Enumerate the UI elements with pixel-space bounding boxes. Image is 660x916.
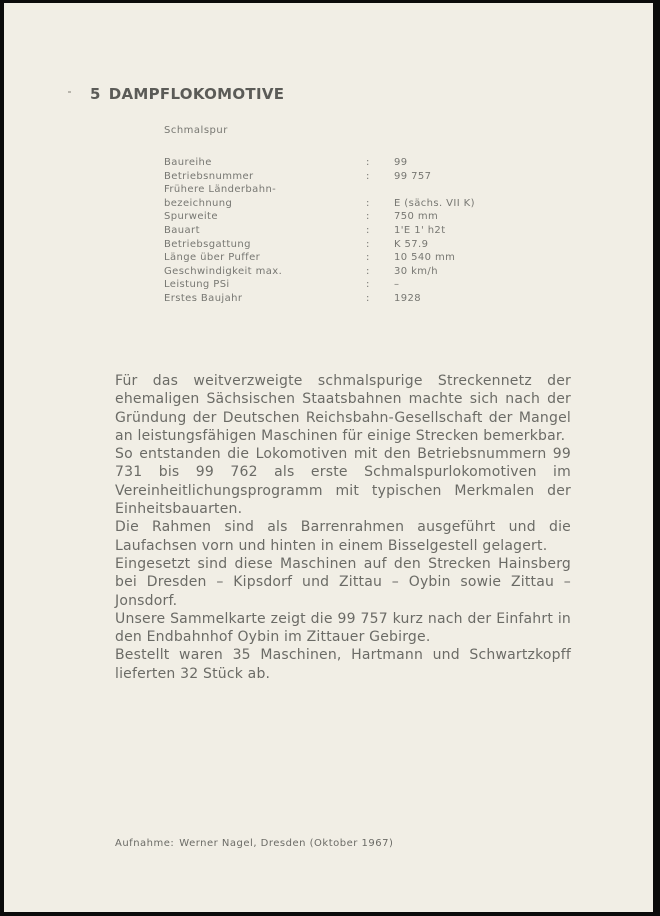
subtitle: Schmalspur: [164, 125, 228, 136]
spec-row: [164, 183, 544, 197]
heading: [90, 85, 284, 103]
spec-label: Länge über Puffer: [164, 252, 261, 264]
spec-colon: :: [366, 252, 370, 264]
paragraph: Die Rahmen sind als Barrenrahmen ausgeführt und die Laufachsen vorn und hinten in einem Bisselgestell gelagert.: [115, 519, 571, 554]
spec-value: 1'E 1' h2t: [394, 224, 446, 236]
spec-row: [164, 156, 544, 170]
paragraph: Unsere Sammelkarte zeigt die 99 757 kurz nach der Einfahrt in den Endbahnhof Oybin im Zittauer Gebirge.: [115, 610, 571, 646]
spec-table: [164, 156, 544, 306]
spec-label: Baureihe: [164, 157, 212, 168]
heading-number: 5: [90, 85, 101, 103]
spec-colon-empty: [366, 183, 394, 197]
spec-label: bezeichnung: [164, 197, 233, 209]
paragraph: Eingesetzt sind diese Maschinen auf den Strecken Hainsberg bei Dresden – Kipsdorf und Zittau – Oybin sowie Zittau – Jonsdorf.: [115, 555, 571, 609]
spec-row: [164, 238, 544, 252]
spec-row: [164, 170, 544, 184]
spec-colon: :: [366, 224, 370, 236]
spec-label: Leistung PSi: [164, 279, 230, 291]
spec-label: Frühere Länderbahn-: [164, 184, 277, 196]
spec-colon: :: [366, 292, 370, 304]
spec-row: [164, 265, 544, 279]
credit-text: Werner Nagel, Dresden (Oktober 1967): [179, 838, 394, 849]
spec-value: 30 km/h: [394, 265, 438, 277]
photo-credit: [115, 838, 393, 849]
paragraph: Bestellt waren 35 Maschinen, Hartmann und Schwartzkopff lieferten 32 Stück ab.: [115, 647, 571, 682]
spec-value: 10 540 mm: [394, 252, 456, 264]
spec-value: –: [394, 279, 400, 291]
spec-value: 1928: [394, 292, 422, 304]
spec-row: [164, 278, 544, 292]
spec-label: Betriebsgattung: [164, 238, 251, 250]
print-mark: [68, 91, 71, 93]
spec-row: [164, 292, 544, 306]
paragraph: So entstanden die Lokomotiven mit den Betriebsnummern 99 731 bis 99 762 als erste Schmalspurlokomotiven im Vereinheitlichungsprogramm mit typischen Merkmalen der Einheitsbauarten.: [115, 446, 571, 518]
spec-colon: :: [366, 157, 370, 168]
spec-colon: :: [366, 211, 370, 223]
paragraph: Für das weitverzweigte schmalspurige Streckennetz der ehemaligen Sächsischen Staatsbahnen machte sich nach der Gründung der Deutschen Reichsbahn-Gesellschaft der Mangel an leistungsfähigen Maschinen für einige Strecken bemerkbar.: [115, 373, 571, 444]
spec-label: Erstes Baujahr: [164, 292, 243, 304]
description: [115, 372, 571, 683]
spec-colon: :: [366, 279, 370, 291]
spec-colon: :: [366, 197, 370, 209]
spec-value: 99: [394, 157, 408, 168]
spec-value: 99 757: [394, 170, 432, 182]
spec-label: Betriebsnummer: [164, 170, 254, 182]
spec-value: E (sächs. VII K): [394, 197, 475, 209]
spec-colon: :: [366, 265, 370, 277]
spec-row: [164, 197, 544, 211]
spec-value: 750 mm: [394, 211, 439, 223]
spec-row: [164, 210, 544, 224]
spec-label: Spurweite: [164, 211, 218, 223]
spec-label: Bauart: [164, 224, 200, 236]
spec-value: K 57.9: [394, 238, 429, 250]
spec-value: [394, 183, 544, 197]
spec-label: Geschwindigkeit max.: [164, 265, 283, 277]
spec-colon: :: [366, 238, 370, 250]
card: [4, 3, 653, 912]
spec-row: [164, 251, 544, 265]
heading-title: DAMPFLOKOMOTIVE: [108, 85, 285, 103]
spec-colon: :: [366, 170, 370, 182]
credit-label: Aufnahme:: [115, 838, 175, 849]
spec-row: [164, 224, 544, 238]
